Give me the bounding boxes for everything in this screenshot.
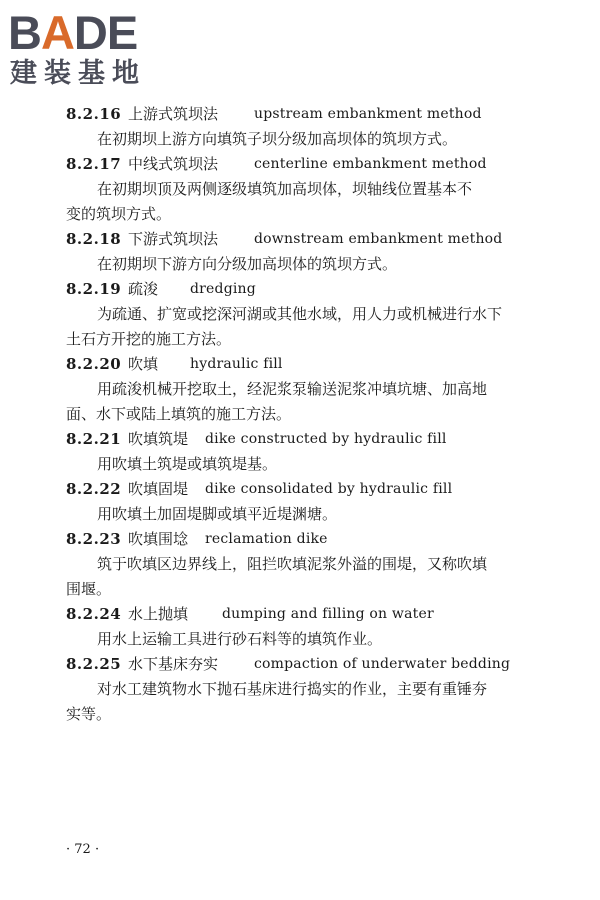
entry-term-chinese: 中线式筑坝法 [128, 155, 219, 173]
definition-line: 面、水下或陆上填筑的施工方法。 [66, 405, 292, 423]
entry-number: 8.2.16 [66, 105, 122, 123]
entry-definition [0, 252, 600, 277]
definition-line: 在初期坝上游方向填筑子坝分级加高坝体的筑坝方式。 [97, 130, 458, 148]
definition-line: 在初期坝顶及两侧逐级填筑加高坝体，坝轴线位置基本不 [97, 180, 473, 198]
glossary-entry [0, 527, 600, 602]
entry-term-english: dike constructed by hydraulic fill [205, 431, 447, 447]
entry-term-english: upstream embankment method [254, 106, 482, 122]
definition-line: 实等。 [66, 705, 112, 723]
definition-line: 土石方开挖的施工方法。 [66, 330, 232, 348]
entry-number: 8.2.18 [66, 230, 122, 248]
definition-line: 为疏通、扩宽或挖深河湖或其他水域，用人力或机械进行水下 [97, 305, 503, 323]
entry-term-english: downstream embankment method [254, 231, 503, 247]
entry-term-english: dike consolidated by hydraulic fill [205, 481, 453, 497]
entry-term-english: centerline embankment method [254, 156, 487, 172]
entry-term-english: hydraulic fill [190, 356, 283, 372]
entry-term-english: compaction of underwater bedding [254, 656, 511, 672]
entry-number: 8.2.19 [66, 280, 122, 298]
entry-definition [0, 552, 600, 602]
entry-definition [0, 127, 600, 152]
entry-definition [0, 377, 600, 427]
definition-line: 用疏浚机械开挖取土，经泥浆泵输送泥浆冲填坑塘、加高地 [97, 380, 488, 398]
entry-heading [0, 477, 600, 502]
entry-term-english: reclamation dike [205, 531, 328, 547]
entry-heading [0, 602, 600, 627]
entry-number: 8.2.23 [66, 530, 122, 548]
entry-definition [0, 302, 600, 352]
entry-number: 8.2.20 [66, 355, 122, 373]
entry-heading [0, 427, 600, 452]
definition-line: 用吹填土筑堤或填筑堤基。 [97, 455, 278, 473]
entry-term-chinese: 吹填固堤 [128, 480, 189, 498]
entry-definition [0, 677, 600, 727]
entry-heading [0, 152, 600, 177]
entry-definition [0, 627, 600, 652]
definition-line: 变的筑坝方式。 [66, 205, 172, 223]
entry-term-chinese: 下游式筑坝法 [128, 230, 219, 248]
glossary-entry [0, 352, 600, 427]
entry-definition [0, 452, 600, 477]
entry-number: 8.2.17 [66, 155, 122, 173]
logo-wordmark [8, 4, 138, 59]
definition-line: 对水工建筑物水下抛石基床进行捣实的作业，主要有重锤夯 [97, 680, 488, 698]
entry-heading [0, 352, 600, 377]
definition-line: 用吹填土加固堤脚或填平近堤渊塘。 [97, 505, 338, 523]
entry-definition [0, 177, 600, 227]
glossary-entries [0, 102, 600, 727]
entry-heading [0, 652, 600, 677]
entry-term-chinese: 水上抛填 [128, 605, 189, 623]
entry-number: 8.2.22 [66, 480, 122, 498]
entry-heading [0, 527, 600, 552]
logo-letter-a-accent: A [40, 6, 74, 59]
entry-heading [0, 102, 600, 127]
entry-term-chinese: 吹填筑堤 [128, 430, 189, 448]
entry-number: 8.2.24 [66, 605, 122, 623]
definition-line: 在初期坝下游方向分级加高坝体的筑坝方式。 [97, 255, 398, 273]
entry-term-chinese: 上游式筑坝法 [128, 105, 219, 123]
glossary-entry [0, 477, 600, 527]
definition-line: 用水上运输工具进行砂石料等的填筑作业。 [97, 630, 383, 648]
entry-heading [0, 227, 600, 252]
entry-term-chinese: 疏浚 [128, 280, 159, 298]
entry-term-chinese: 吹填 [128, 355, 159, 373]
entry-term-english: dumping and filling on water [222, 606, 434, 622]
glossary-entry [0, 652, 600, 727]
entry-number: 8.2.25 [66, 655, 122, 673]
entry-term-chinese: 水下基床夯实 [128, 655, 219, 673]
glossary-entry [0, 427, 600, 477]
entry-definition [0, 502, 600, 527]
entry-term-english: dredging [190, 281, 256, 297]
page-number: · 72 · [66, 842, 100, 857]
entry-number: 8.2.21 [66, 430, 122, 448]
logo-letters-de: DE [73, 6, 138, 59]
entry-heading [0, 277, 600, 302]
glossary-entry [0, 102, 600, 152]
definition-line: 筑于吹填区边界线上，阻拦吹填泥浆外溢的围堤，又称吹填 [97, 555, 488, 573]
glossary-entry [0, 152, 600, 227]
entry-term-chinese: 吹填围埝 [128, 530, 189, 548]
bade-logo [8, 4, 173, 94]
glossary-entry [0, 602, 600, 652]
glossary-entry [0, 277, 600, 352]
glossary-entry [0, 227, 600, 277]
logo-subtitle: 建装基地 [10, 58, 146, 89]
logo-letter-b: B [8, 6, 41, 59]
definition-line: 围堰。 [66, 580, 112, 598]
